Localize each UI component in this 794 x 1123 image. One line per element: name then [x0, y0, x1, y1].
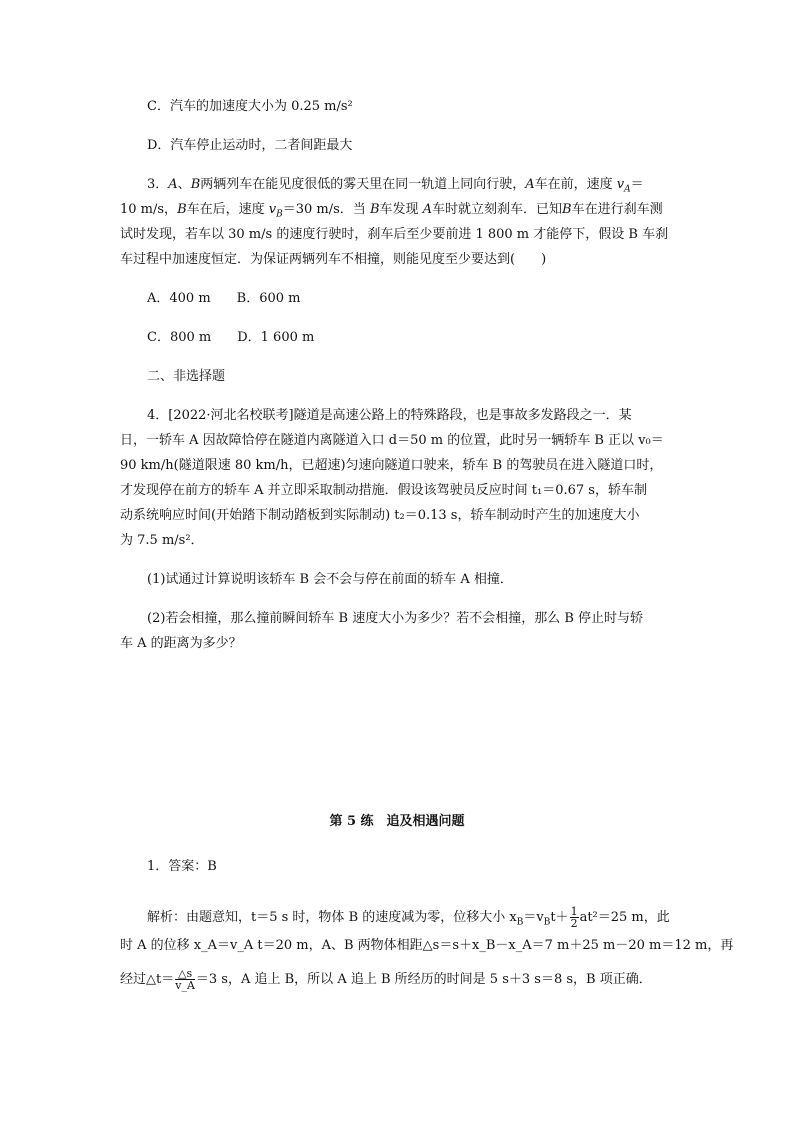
q4-line-5: 动系统响应时间(开始踏下制动踏板到实际制动) t₂＝0.13 s，轿车制动时产生的加速度大小 [120, 508, 640, 523]
q3-line-2: 10 m/s，B车在后，速度 $v_B=30$ m/s．当 B车发现 A车时就立刻刹车．已知B车在进行刹车测 [120, 202, 663, 220]
fraction-one-half: $\frac{1}{2}$ [570, 905, 578, 930]
fraction-delta-s-over-va: $\frac{\triangle s}{v\_A}$ [175, 967, 195, 992]
q4-subquestion-1: (1)试通过计算说明该轿车 B 会不会与停在前面的轿车 A 相撞． [147, 572, 513, 587]
q2-option-c: C．汽车的加速度大小为 0.25 m/s² [147, 99, 353, 114]
q4-subquestion-2b: 车 A 的距离为多少？ [120, 636, 242, 651]
q4-line-2: 日，一轿车 A 因故障恰停在隧道内离隧道入口 d＝50 m 的位置，此时另一辆轿车 B 正以 v₀＝ [120, 433, 664, 448]
q3-options-cd: C．800 m D．1 600 m [147, 330, 315, 345]
q3-line-3: 试时发现，若车以 30 m/s 的速度行驶时，刹车后至少要前进 1 800 m 才能停下，假设 B 车刹 [120, 227, 669, 242]
q4-line-6: 为 7.5 m/s²． [120, 533, 204, 548]
q3-line-4: 车过程中加速度恒定．为保证两辆列车不相撞，则能见度至少要达到( ) [120, 252, 547, 267]
answer-1: 1．答案：B [147, 859, 217, 874]
q4-line-4: 才发现停在前方的轿车 A 并立即采取制动措施．假设该驾驶员反应时间 t₁＝0.67 s，轿车制 [120, 483, 647, 498]
explanation-line-3: 经过△t＝ $\frac{\triangle s}{v\_A}$ ＝3 s，A 追上 B，所以 A 追上 B 所经历的时间是 5 s＋3 s＝8 s，B 项正确． [120, 967, 652, 992]
q4-subquestion-2a: (2)若会相撞，那么撞前瞬间轿车 B 速度大小为多少？若不会相撞，那么 B 停止时与轿 [147, 611, 644, 626]
explanation-line-1: 解析：由题意知，t＝5 s 时，物体 B 的速度减为零，位移大小 $x_B=v_Bt+$ $\frac{1}{2}$ at²＝25 m，此 [147, 905, 670, 930]
q4-line-3: 90 km/h(隧道限速 80 km/h，已超速)匀速向隧道口驶来，轿车 B 的驾驶员在进入隧道口时， [120, 458, 663, 473]
q3-line-1: 3．A、B两辆列车在能见度很低的雾天里在同一轨道上同向行驶，A车在前，速度 $v_A=$ [147, 177, 644, 195]
q3-options-ab: A．400 m B．600 m [147, 291, 301, 306]
answer-section-heading: 第 5 练 追及相遇问题 [329, 814, 465, 829]
section-heading-non-choice: 二、非选择题 [147, 369, 226, 384]
explanation-line-2: 时 A 的位移 x_A＝v_A t＝20 m，A、B 两物体相距△s＝s＋x_B－x_A＝7 m＋25 m－20 m＝12 m，再 [120, 938, 734, 953]
q2-option-d: D．汽车停止运动时，二者间距最大 [147, 138, 353, 153]
q4-line-1: 4．[2022·河北名校联考]隧道是高速公路上的特殊路段，也是事故多发路段之一．某 [147, 408, 632, 423]
